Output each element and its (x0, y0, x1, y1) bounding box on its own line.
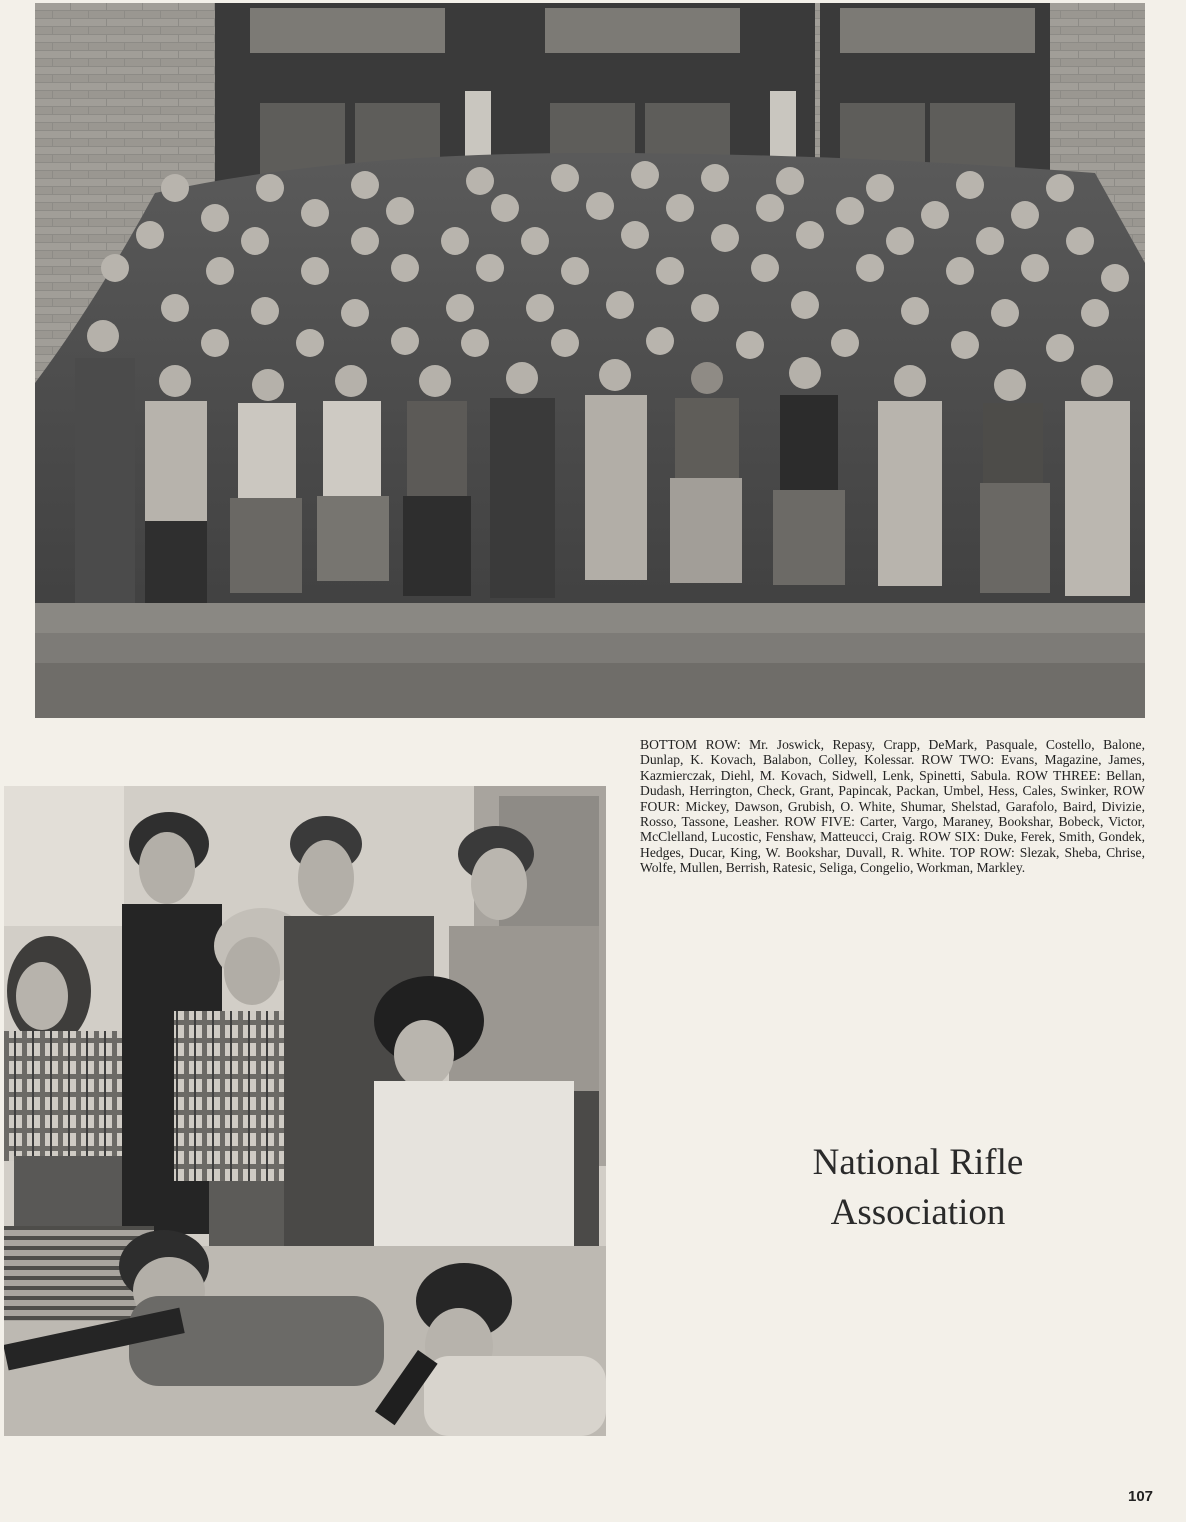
rifle-practice-image (4, 786, 606, 1436)
section-title-line-2: Association (830, 1192, 1006, 1233)
page-number: 107 (1128, 1488, 1154, 1505)
rifle-practice-photo (4, 786, 606, 1436)
section-title-line-1: National Rifle (812, 1142, 1024, 1183)
section-title (740, 1138, 1096, 1238)
photo-caption: BOTTOM ROW: Mr. Joswick, Repasy, Crapp, DeMark, Pasquale, Costello, Balone, Dunlap, K. Kovach, Balabon, Colley, Kolessar. ROW TWO: Evans, Magazine, James, Kazmierczak, Diehl, M. Kovach, Sidwell, Lenk, Spinetti, Sabula. ROW THREE: Bellan, Dudash, Herrington, Check, Grant, Papincak, Packan, Umbel, Hess, Cales, Swinker, ROW FOUR: Mickey, Dawson, Grubish, O. White, Shumar, Shelstad, Garafolo, Baird, Divizie, Rosso, Tassone, Leasher. ROW FIVE: Carter, Vargo, Maraney, Bookshar, Bobeck, Victor, McClelland, Lucostic, Fenshaw, Matteucci, Craig. ROW SIX: Duke, Ferek, Smith, Gondek, Hedges, Ducar, King, W. Bookshar, Duvall, R. White. TOP ROW: Slezak, Sheba, Chrise, Wolfe, Mullen, Berrish, Ratesic, Seliga, Congelio, Workman, Markley. (640, 737, 1145, 876)
group-photo-image (35, 3, 1145, 718)
group-photo (35, 3, 1145, 718)
